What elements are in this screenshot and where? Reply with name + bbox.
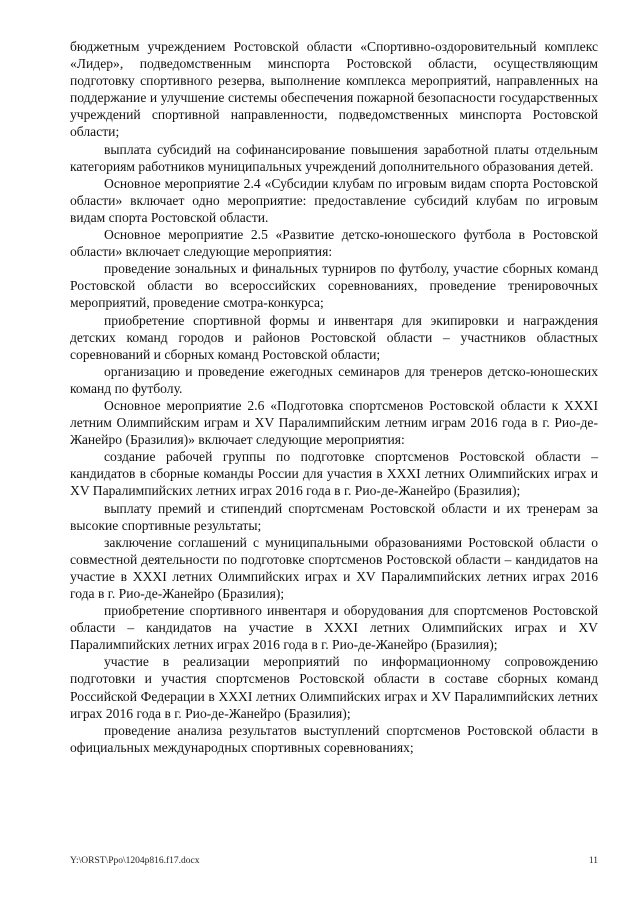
- document-body: [70, 38, 598, 756]
- paragraph: приобретение спортивной формы и инвентаря для экипировки и награждения детских команд городов и районов Ростовской области – участников областных соревнований и сборных команд Ростовской области;: [70, 312, 598, 362]
- paragraph: организацию и проведение ежегодных семинаров для тренеров детско-юношеских команд по футболу.: [70, 363, 598, 396]
- footer-page-number: 11: [588, 856, 598, 866]
- paragraph: создание рабочей группы по подготовке спортсменов Ростовской области – кандидатов в сборные команды России для участия в XXXI летних Олимпийских играх и XV Паралимпийских летних играх 2016 года в г. Рио-де-Жанейро (Бразилия);: [70, 449, 598, 499]
- paragraph: проведение анализа результатов выступлений спортсменов Ростовской области в официальных международных спортивных соревнованиях;: [70, 722, 598, 755]
- paragraph: Основное мероприятие 2.4 «Субсидии клубам по игровым видам спорта Ростовской области» включает одно мероприятие: предоставление субсидий клубам по игровым видам спорта Ростовской области.: [70, 175, 598, 225]
- paragraph: заключение соглашений с муниципальными образованиями Ростовской области о совместной деятельности по подготовке спортсменов Ростовской области – кандидатов на участие в XXXI летних Олимпийских играх и XV Паралимпийских летних играх 2016 года в г. Рио-де-Жанейро (Бразилия);: [70, 534, 598, 601]
- paragraph: участие в реализации мероприятий по информационному сопровождению подготовки и участия спортсменов Ростовской области в составе сборных команд Российской Федерации в XXXI летних Олимпийских играх и XV Паралимпийских летних играх 2016 года в г. Рио-де-Жанейро (Бразилия);: [70, 654, 598, 721]
- paragraph: выплата субсидий на софинансирование повышения заработной платы отдельным категориям работников муниципальных учреждений дополнительного образования детей.: [70, 141, 598, 174]
- footer-file-path: Y:\ORST\Ppo\1204p816.f17.docx: [70, 856, 200, 866]
- paragraph: проведение зональных и финальных турниров по футболу, участие сборных команд Ростовской области во всероссийских соревнованиях, проведение тренировочных мероприятий, проведение смотра-конкурса;: [70, 261, 598, 311]
- paragraph: приобретение спортивного инвентаря и оборудования для спортсменов Ростовской области – кандидатов на участие в XXXI летних Олимпийских играх и XV Паралимпийских летних играх 2016 года в г. Рио-де-Жанейро (Бразилия);: [70, 603, 598, 653]
- paragraph: Основное мероприятие 2.5 «Развитие детско-юношеского футбола в Ростовской области» включает следующие мероприятия:: [70, 227, 598, 260]
- paragraph: Основное мероприятие 2.6 «Подготовка спортсменов Ростовской области к XXXI летним Олимпийским играм и XV Паралимпийским летним играм 2016 года в г. Рио-де-Жанейро (Бразилия)» включает следующие мероприятия:: [70, 397, 598, 448]
- paragraph: выплату премий и стипендий спортсменам Ростовской области и их тренерам за высокие спортивные результаты;: [70, 500, 598, 533]
- paragraph: бюджетным учреждением Ростовской области «Спортивно-оздоровительный комплекс «Лидер», подведомственным минспорта Ростовской области, осуществляющим подготовку спортивного резерва, выполнение комплекса мероприятий, направленных на поддержание и улучшение системы обеспечения пожарной безопасности государственных учреждений спортивной направленности, подведомственных минспорта Ростовской области;: [70, 39, 598, 140]
